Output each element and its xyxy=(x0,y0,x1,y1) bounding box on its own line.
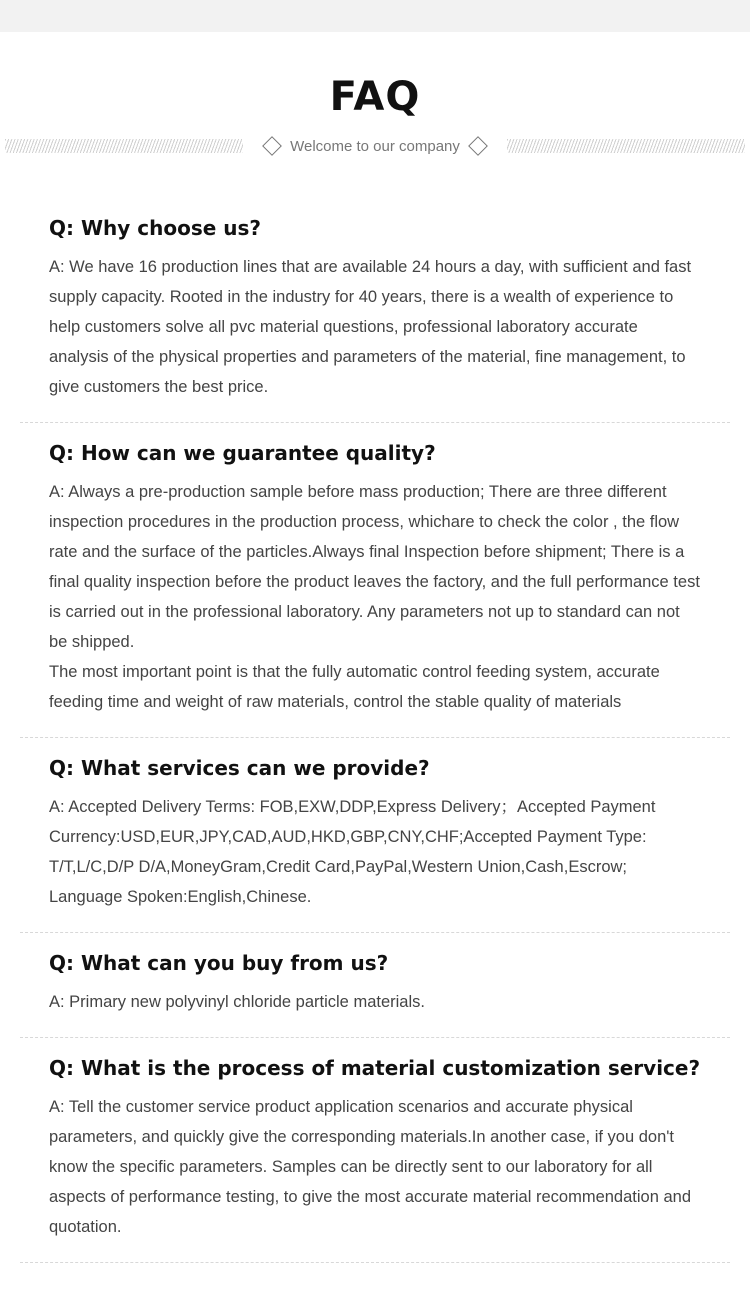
subtitle-block xyxy=(250,134,500,158)
diamond-icon xyxy=(262,136,282,156)
faq-question: Q: What can you buy from us? xyxy=(49,951,389,975)
faq-item xyxy=(20,423,730,738)
faq-answer: A: Tell the customer service product application scenarios and accurate physical parameters, and quickly give the corresponding materials.In another case, if you don't know the specific parameters. Samples can be directly sent to our laboratory for all aspects of performance testing, to give the most accurate material recommendation and quotation. xyxy=(49,1098,691,1236)
faq-list xyxy=(0,198,750,1263)
faq-question: Q: How can we guarantee quality? xyxy=(49,441,436,465)
hatch-decoration-left xyxy=(5,139,243,153)
faq-item xyxy=(20,1038,730,1263)
faq-question: Q: What is the process of material customization service? xyxy=(49,1056,701,1080)
hatch-decoration-right xyxy=(507,139,745,153)
top-bar xyxy=(0,0,750,32)
page-subtitle: Welcome to our company xyxy=(290,137,460,155)
faq-question: Q: Why choose us? xyxy=(49,216,262,240)
faq-item xyxy=(20,738,730,933)
subtitle-divider xyxy=(0,134,750,158)
diamond-icon xyxy=(468,136,488,156)
faq-item xyxy=(20,933,730,1038)
faq-question: Q: What services can we provide? xyxy=(49,756,430,780)
faq-answer: A: Always a pre-production sample before mass production; There are three different inspection procedures in the production process, whichare to check the color , the flow rate and the surface of the particles.Always final Inspection before shipment; There is a final quality inspection before the product leaves the factory, and the full performance test is carried out in the professional laboratory. Any parameters not up to standard can not be shipped. The most important point is that the fully automatic control feeding system, accurate feeding time and weight of raw materials, control the stable quality of materials xyxy=(49,483,700,711)
faq-item xyxy=(20,198,730,423)
faq-answer: A: We have 16 production lines that are available 24 hours a day, with sufficient and fast supply capacity. Rooted in the industry for 40 years, there is a wealth of experience to help customers solve all pvc material questions, professional laboratory accurate analysis of the physical properties and parameters of the material, fine management, to give customers the best price. xyxy=(49,258,692,396)
page-title: FAQ xyxy=(329,74,421,120)
faq-answer: A: Accepted Delivery Terms: FOB,EXW,DDP,Express Delivery；Accepted Payment Currency:USD,EUR,JPY,CAD,AUD,HKD,GBP,CNY,CHF;Accepted Payment Type: T/T,L/C,D/P D/A,MoneyGram,Credit Card,PayPal,Western Union,Cash,Escrow; Language Spoken:English,Chinese. xyxy=(49,798,656,906)
faq-answer: A: Primary new polyvinyl chloride particle materials. xyxy=(49,993,425,1011)
